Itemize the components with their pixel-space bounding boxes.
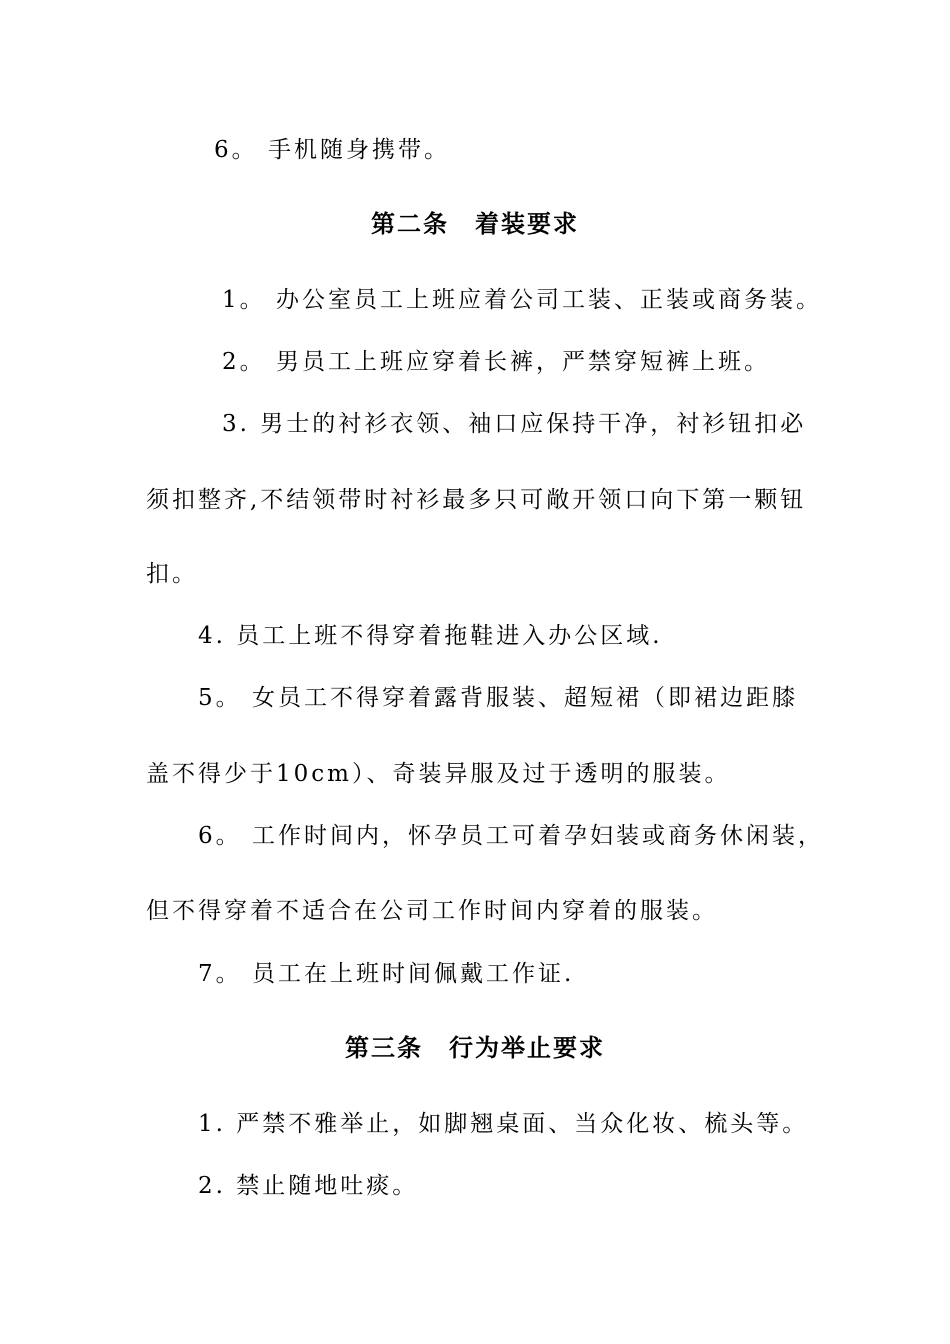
list-item-continuation: 但不得穿着不适合在公司工作时间内穿着的服装。 [146,898,718,924]
list-item: 4. 员工上班不得穿着拖鞋进入办公区域. [198,623,663,649]
section-heading-dress-code: 第二条 着装要求 [371,209,579,238]
section-heading-conduct: 第三条 行为举止要求 [345,1033,605,1062]
list-item: 2. 禁止随地吐痰。 [198,1173,419,1199]
list-item-continuation: 扣。 [146,561,198,587]
list-item-continuation: 须扣整齐,不结领带时衬衫最多只可敞开领口向下第一颗钮 [146,487,807,513]
list-item-continuation: 盖不得少于10cm）、奇装异服及过于透明的服装。 [146,761,731,787]
list-item: 2。 男员工上班应穿着长裤，严禁穿短裤上班。 [222,349,770,375]
list-item: 3. 男士的衬衫衣领、袖口应保持干净，衬衫钮扣必 [222,411,807,437]
list-item: 7。 员工在上班时间佩戴工作证. [198,961,575,987]
list-item-mobile-phone: 6。 手机随身携带。 [214,137,450,163]
list-item: 6。 工作时间内，怀孕员工可着孕妇装或商务休闲装， [198,823,824,849]
list-item: 1。 办公室员工上班应着公司工装、正装或商务装。 [222,287,822,313]
list-item: 1. 严禁不雅举止，如脚翘桌面、当众化妆、梳头等。 [198,1111,809,1137]
list-item: 5。 女员工不得穿着露背服装、超短裙（即裙边距膝 [198,685,798,711]
